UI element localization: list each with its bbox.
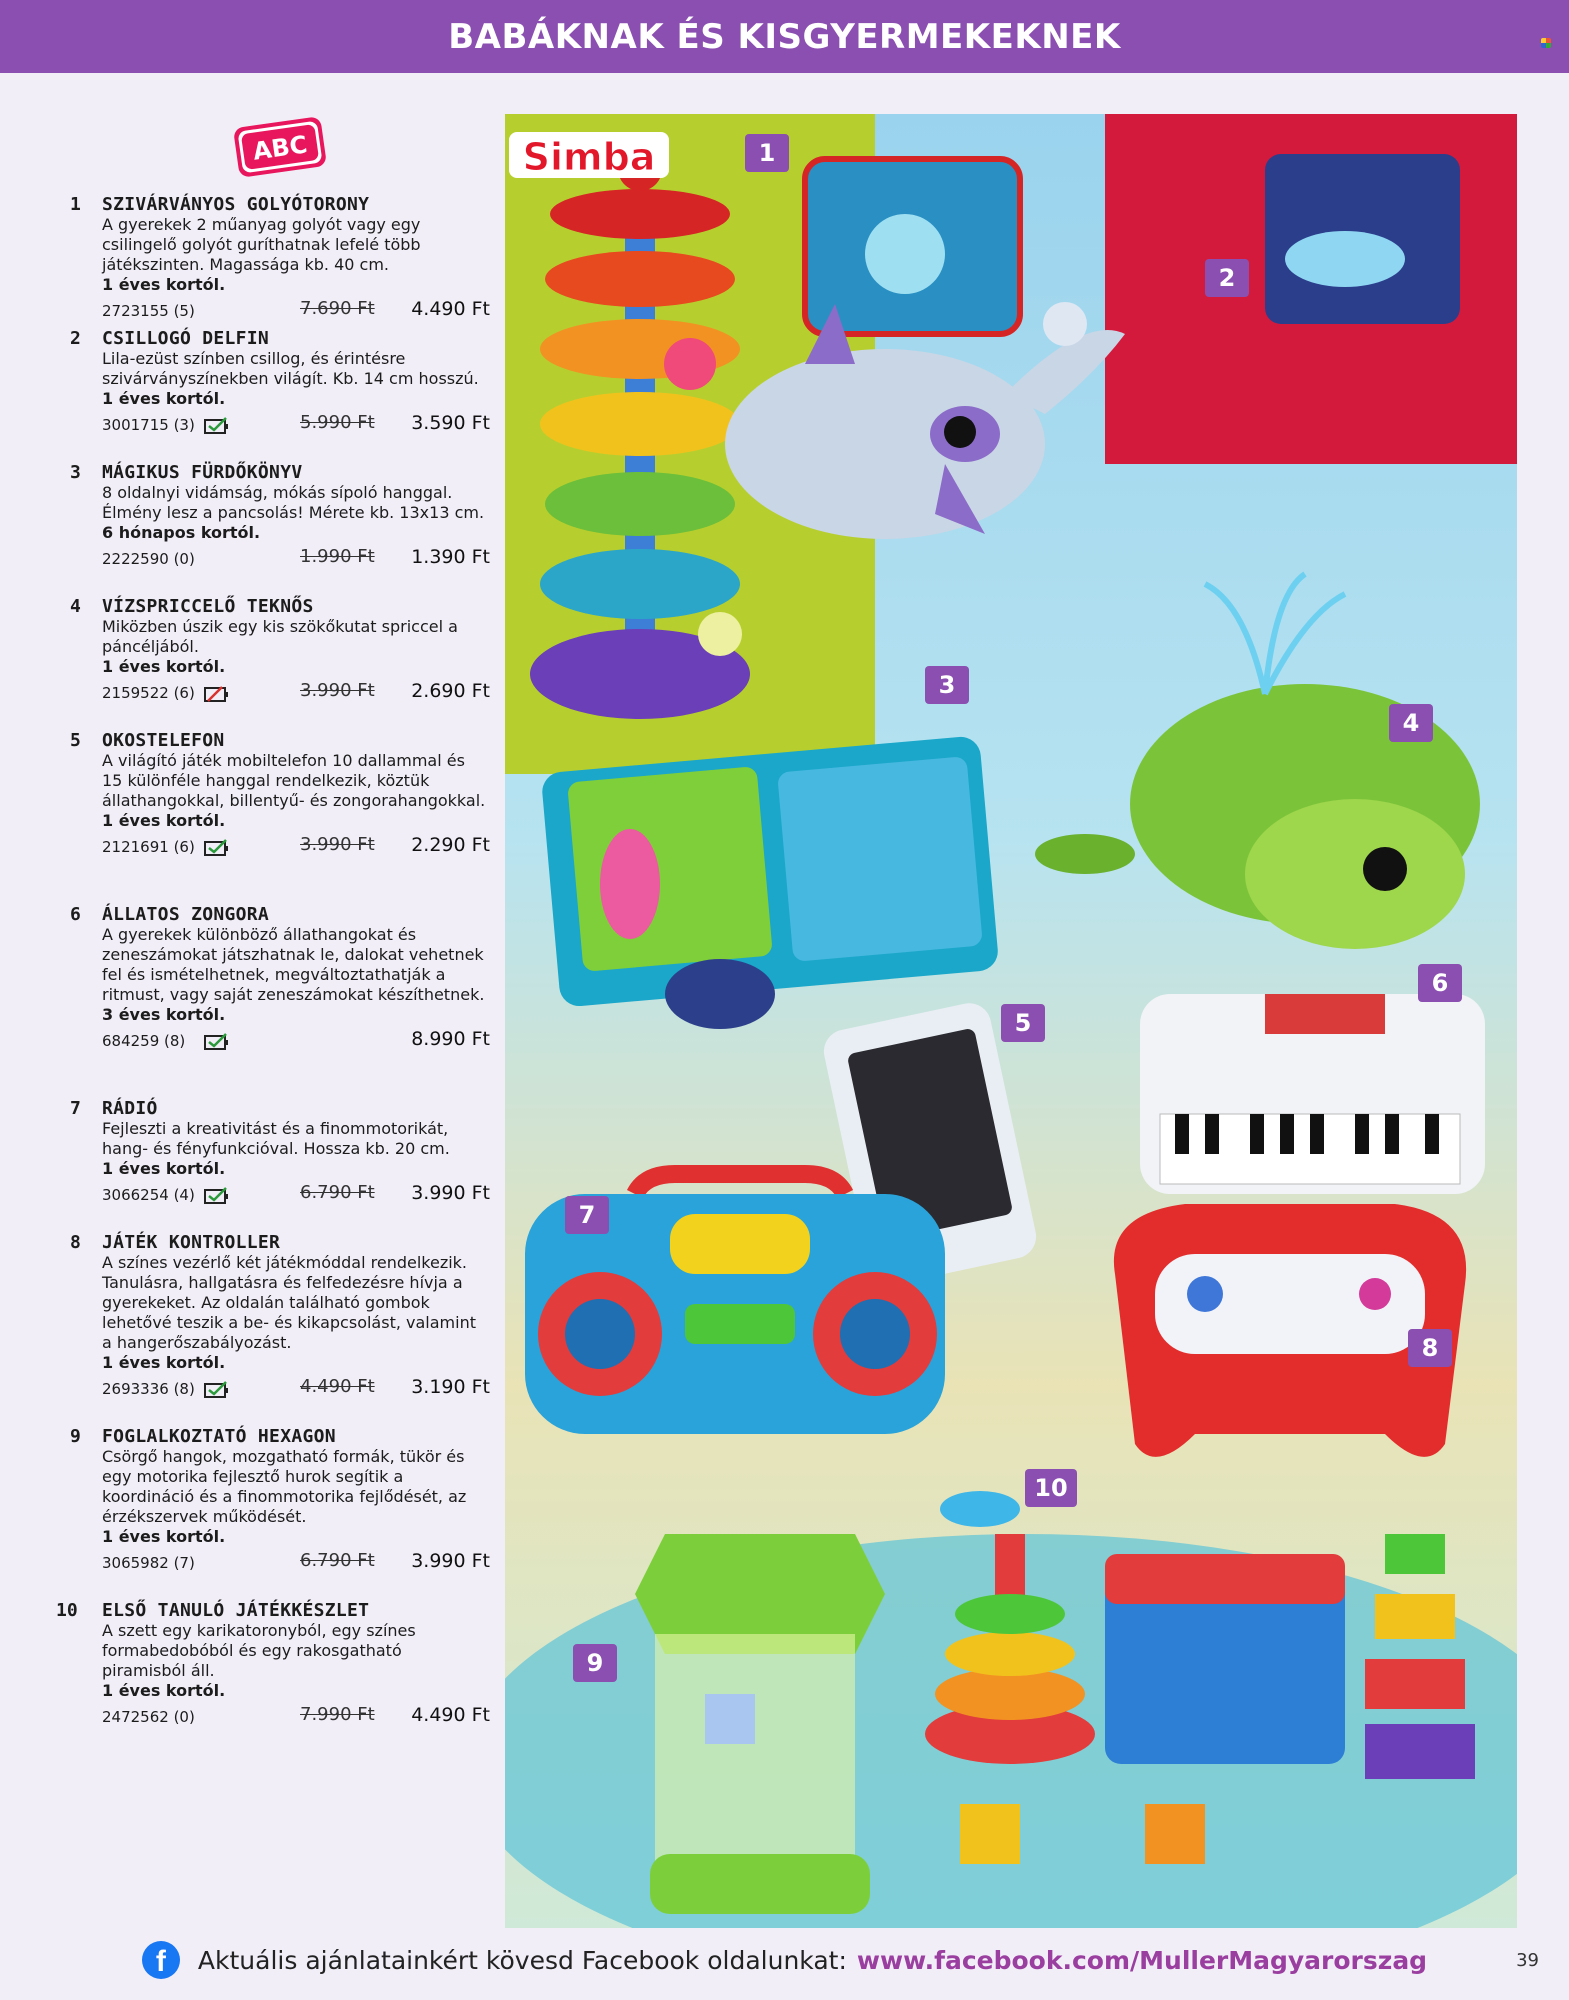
product-title: FOGLALKOZTATÓ HEXAGON (102, 1426, 336, 1447)
product-item (70, 730, 490, 859)
facebook-page-link[interactable]: www.facebook.com/MullerMagyarorszag (856, 1945, 1428, 1975)
product-number: 10 (56, 1600, 78, 1621)
product-description: 8 oldalnyi vidámság, mókás sípoló hanggal. Élmény lesz a pancsolás! Mérete kb. 13x13 cm. (102, 483, 485, 522)
product-item (70, 328, 490, 437)
battery-included-icon (204, 1033, 230, 1051)
product-badge-6: 6 (1418, 964, 1462, 1002)
product-item (70, 1098, 490, 1207)
product-code: 3065982 (7) (102, 1554, 195, 1572)
activity-hexagon (635, 1534, 885, 1914)
product-age: 6 hónapos kortól. (102, 523, 261, 542)
old-price: 4.490 Ft (300, 1376, 375, 1397)
dolphin-detail-inset (1265, 154, 1460, 324)
product-number: 9 (70, 1426, 81, 1447)
product-badge-3: 3 (925, 666, 969, 704)
battery-included-icon (204, 1187, 230, 1205)
new-price: 4.490 Ft (411, 298, 490, 320)
simba-brand-logo (505, 114, 675, 184)
product-title: RÁDIÓ (102, 1098, 158, 1119)
product-age: 1 éves kortól. (102, 1681, 226, 1700)
new-price: 2.290 Ft (411, 834, 490, 856)
product-number: 7 (70, 1098, 81, 1119)
product-code: 2472562 (0) (102, 1708, 195, 1726)
new-price: 1.390 Ft (411, 546, 490, 568)
corner-mark-icon (1541, 38, 1551, 48)
product-title: ÁLLATOS ZONGORA (102, 904, 270, 925)
battery-included-icon (204, 1381, 230, 1399)
old-price: 7.990 Ft (300, 1704, 375, 1725)
product-item (70, 596, 490, 705)
simba-logo-text: Simba (522, 135, 656, 179)
footer (0, 1935, 1569, 1985)
product-title: JÁTÉK KONTROLLER (102, 1232, 281, 1253)
product-title: SZIVÁRVÁNYOS GOLYÓTORONY (102, 194, 370, 215)
product-item (70, 904, 490, 1053)
battery-included-icon (204, 839, 230, 857)
product-description: A világító játék mobiltelefon 10 dallammal és 15 különféle hanggal rendelkezik, köztük állathangokkal, billentyű- és zongorahangokkal. (102, 751, 486, 810)
product-number: 2 (70, 328, 81, 349)
bath-book (541, 735, 1000, 1029)
old-price: 5.990 Ft (300, 412, 375, 433)
product-badge-9: 9 (573, 1644, 617, 1682)
product-photo-panel (505, 114, 1517, 1928)
new-price: 3.990 Ft (411, 1182, 490, 1204)
animal-piano (1140, 994, 1485, 1194)
product-age: 1 éves kortól. (102, 1159, 226, 1178)
product-description: Csörgő hangok, mozgatható formák, tükör és egy motorika fejlesztő hurok segítik a koordináció és a finommotorika fejlődését, az érzékszervek működését. (102, 1447, 467, 1526)
old-price: 3.990 Ft (300, 680, 375, 701)
tower-detail-inset (805, 159, 1020, 334)
product-title: ELSŐ TANULÓ JÁTÉKKÉSZLET (102, 1600, 370, 1621)
product-code: 2159522 (6) (102, 684, 195, 702)
product-description: Fejleszti a kreativitást és a finommotorikát, hang- és fényfunkcióval. Hossza kb. 20 cm. (102, 1119, 450, 1158)
product-number: 6 (70, 904, 81, 925)
page-number: 39 (1516, 1950, 1539, 1971)
page-title: BABÁKNAK ÉS KISGYERMEKEKNEK (448, 16, 1121, 57)
product-item (70, 1232, 490, 1401)
product-number: 4 (70, 596, 81, 617)
new-price: 8.990 Ft (411, 1028, 490, 1050)
product-age: 1 éves kortól. (102, 1527, 226, 1546)
product-age: 1 éves kortól. (102, 275, 226, 294)
product-badge-4: 4 (1389, 704, 1433, 742)
product-age: 1 éves kortól. (102, 1353, 226, 1372)
product-age: 1 éves kortól. (102, 811, 226, 830)
new-price: 2.690 Ft (411, 680, 490, 702)
footer-text: Aktuális ajánlatainkért kövesd Facebook oldalunkat: (197, 1945, 847, 1975)
product-badge-1: 1 (745, 134, 789, 172)
product-code: 3001715 (3) (102, 416, 195, 434)
product-item (70, 194, 490, 323)
product-age: 3 éves kortól. (102, 1005, 226, 1024)
product-item (70, 462, 490, 571)
product-description: Lila-ezüst színben csillog, és érintésre szivárványszínekben világít. Kb. 14 cm hosszú. (102, 349, 479, 388)
new-price: 3.990 Ft (411, 1550, 490, 1572)
product-title: MÁGIKUS FÜRDŐKÖNYV (102, 462, 303, 483)
product-number: 1 (70, 194, 81, 215)
product-badge-7: 7 (565, 1196, 609, 1234)
product-title: VÍZSPRICCELŐ TEKNŐS (102, 596, 314, 617)
product-age: 1 éves kortól. (102, 657, 226, 676)
new-price: 3.590 Ft (411, 412, 490, 434)
product-code: 3066254 (4) (102, 1186, 195, 1204)
old-price: 6.790 Ft (300, 1182, 375, 1203)
page-header (0, 0, 1569, 73)
old-price: 7.690 Ft (300, 298, 375, 319)
water-spraying-turtle (1035, 574, 1480, 949)
new-price: 3.190 Ft (411, 1376, 490, 1398)
product-code: 2222590 (0) (102, 550, 195, 568)
product-item (56, 1600, 490, 1729)
product-title: OKOSTELEFON (102, 730, 225, 751)
product-badge-2: 2 (1205, 259, 1249, 297)
product-badge-5: 5 (1001, 1004, 1045, 1042)
old-price: 1.990 Ft (300, 546, 375, 567)
product-badge-8: 8 (1408, 1329, 1452, 1367)
battery-included-icon (204, 417, 230, 435)
product-code: 2121691 (6) (102, 838, 195, 856)
product-code: 684259 (8) (102, 1032, 186, 1050)
product-description: A színes vezérlő két játékmóddal rendelkezik. Tanulásra, hallgatásra és felfedezésre hívja a gyerekeket. Az oldalán található gombok lehetővé teszik a be- és kikapcsolást, valamint a hangerőszabályozást. (102, 1253, 476, 1352)
product-number: 8 (70, 1232, 81, 1253)
product-description: Miközben úszik egy kis szökőkutat spriccel a páncéljából. (102, 617, 458, 656)
old-price: 3.990 Ft (300, 834, 375, 855)
product-number: 3 (70, 462, 81, 483)
abc-logo-text: ABC (251, 130, 310, 166)
product-badge-10: 10 (1025, 1469, 1077, 1507)
product-number: 5 (70, 730, 81, 751)
new-price: 4.490 Ft (411, 1704, 490, 1726)
old-price: 6.790 Ft (300, 1550, 375, 1571)
product-title: CSILLOGÓ DELFIN (102, 328, 270, 349)
product-code: 2693336 (8) (102, 1380, 195, 1398)
product-item (70, 1426, 490, 1575)
product-description: A gyerekek 2 műanyag golyót vagy egy csilingelő golyót guríthatnak lefelé több játékszinten. Magassága kb. 40 cm. (102, 215, 421, 274)
product-description: A szett egy karikatoronyból, egy színes formabedobóból és egy rakosgatható piramisból áll. (102, 1621, 416, 1680)
battery-not-included-icon (204, 685, 230, 703)
facebook-icon[interactable]: f (142, 1941, 180, 1979)
product-code: 2723155 (5) (102, 302, 195, 320)
abc-brand-logo (228, 112, 331, 183)
product-description: A gyerekek különböző állathangokat és zeneszámokat játszhatnak le, dalokat vehetnek fel és ismételhetnek, megváltoztathatják a ritmust, vagy saját zeneszámokat készíthetnek. (102, 925, 485, 1004)
product-age: 1 éves kortól. (102, 389, 226, 408)
